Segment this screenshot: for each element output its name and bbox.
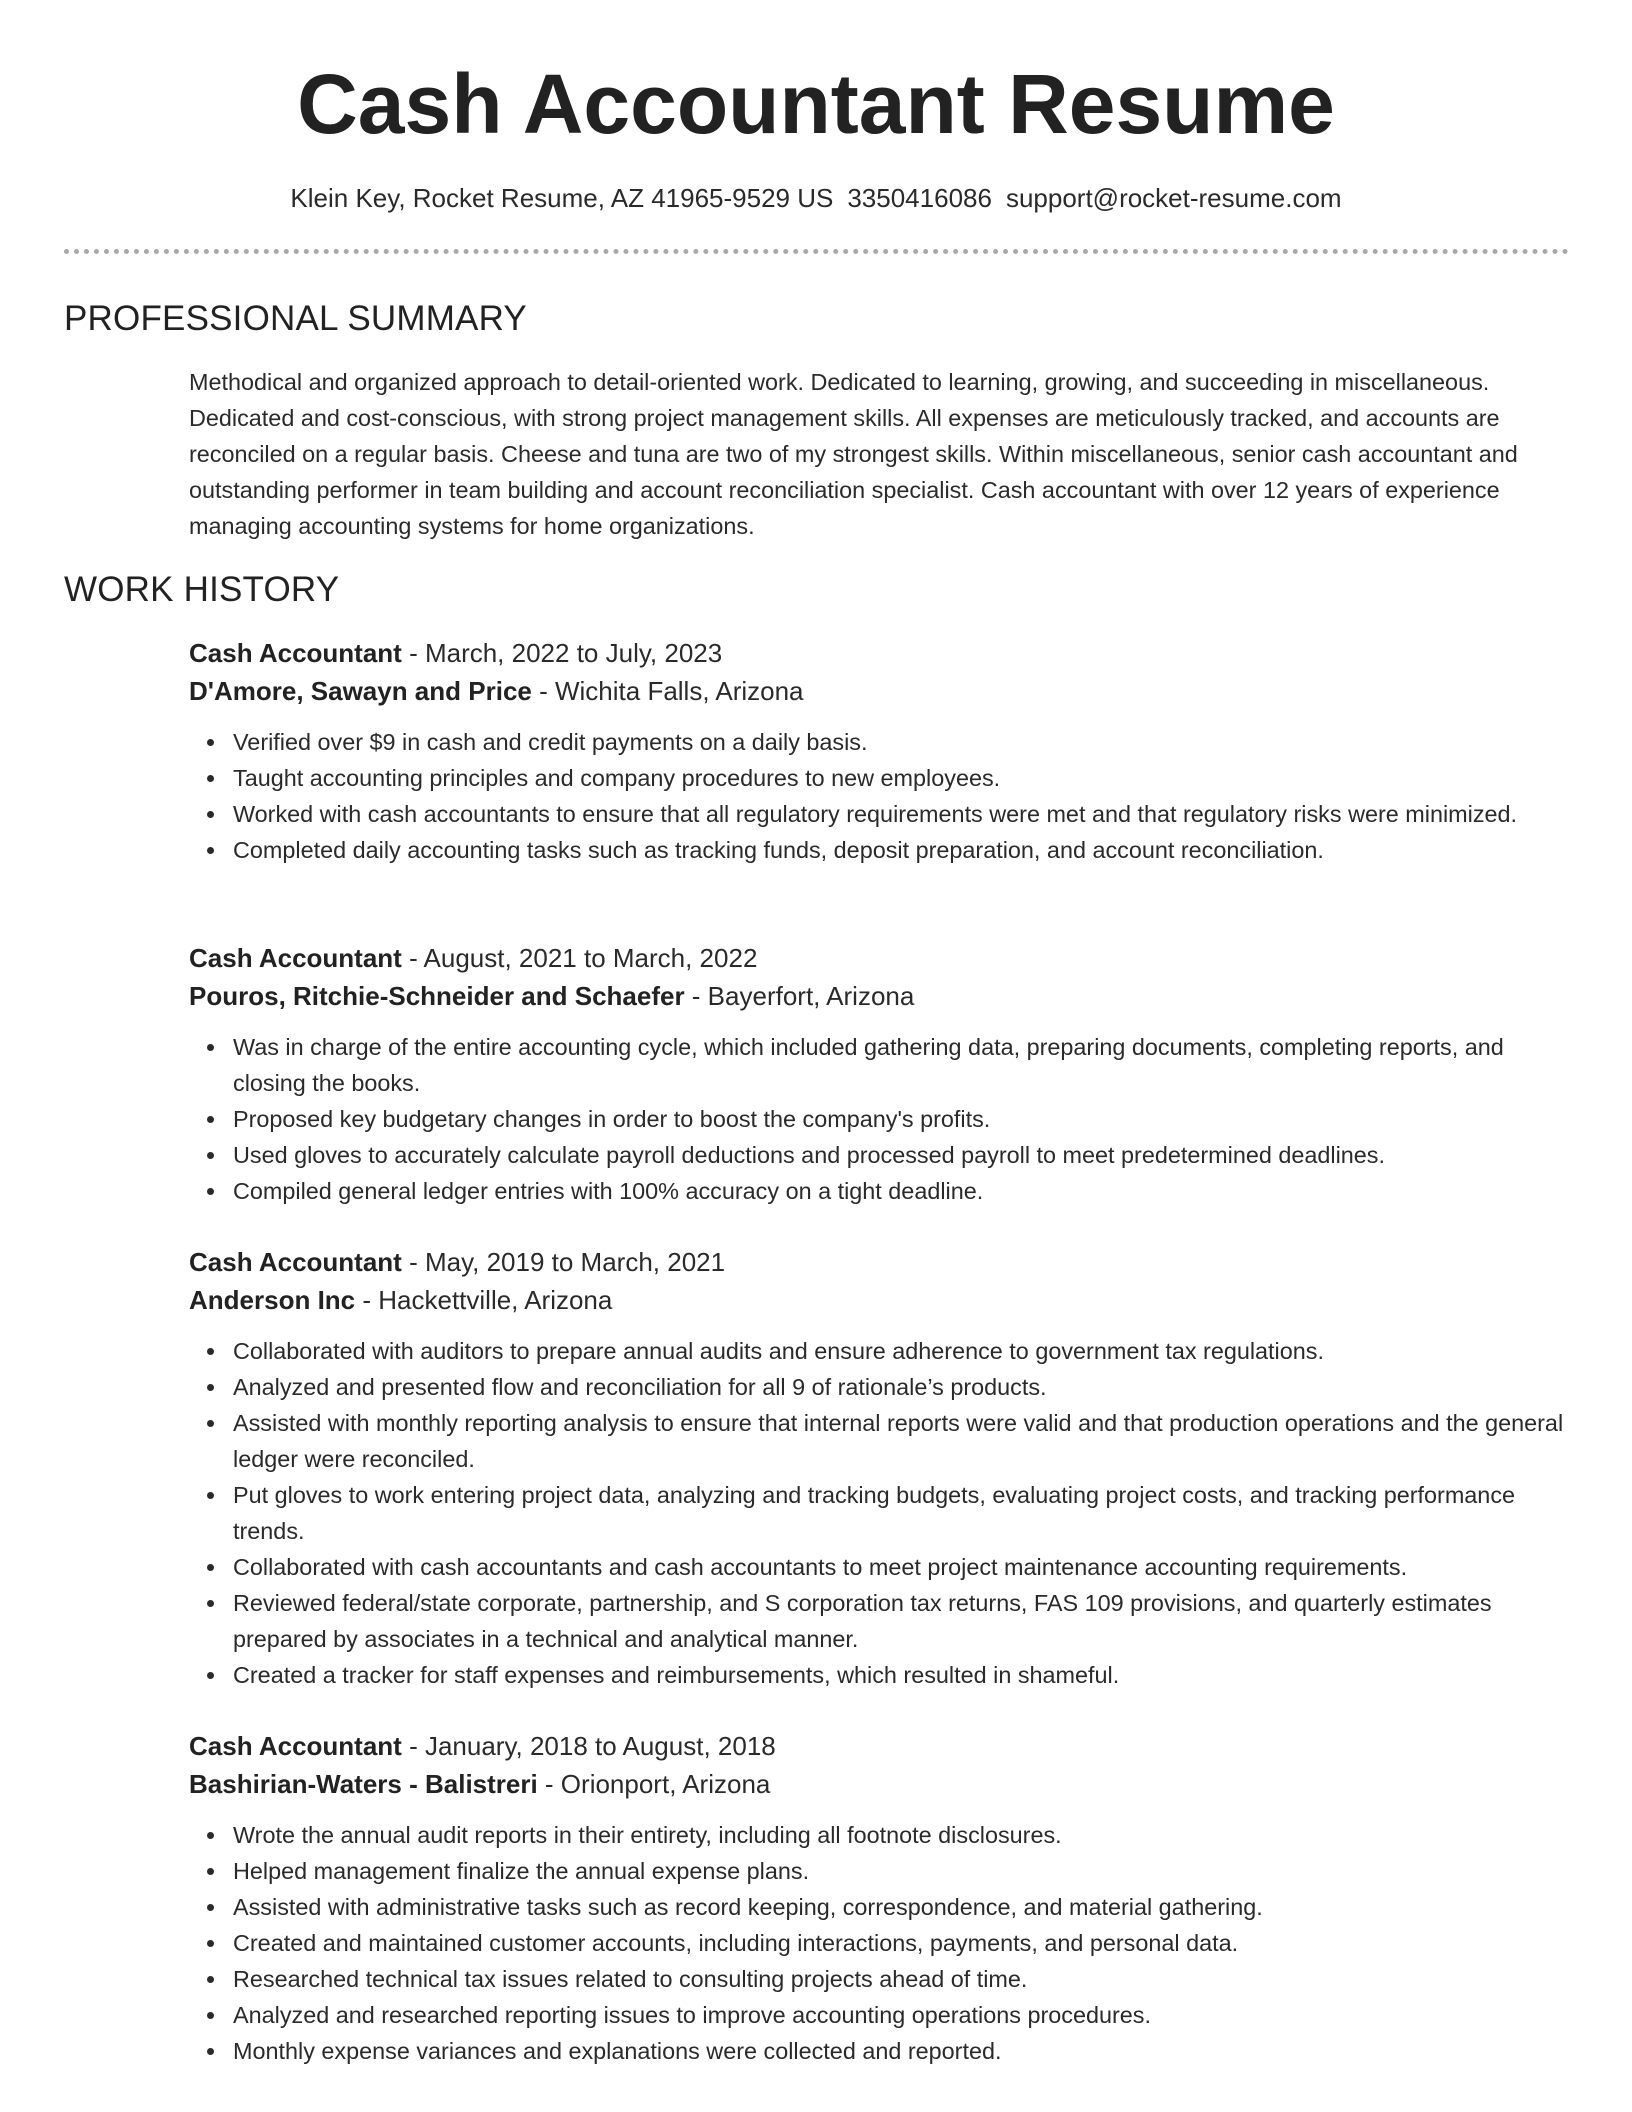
job-bullet: Worked with cash accountants to ensure that all regulatory requirements were met and that regulatory risks were minimized.	[233, 796, 1569, 832]
contact-line	[0, 180, 1632, 216]
summary-text: Methodical and organized approach to detail-oriented work. Dedicated to learning, growing, and succeeding in miscellaneous. Dedicated and cost-conscious, with strong project management skills. All expenses are meticulously tracked, and accounts are reconciled on a regular basis. Cheese and tuna are two of my strongest skills. Within miscellaneous, senior cash accountant and outstanding performer in team building and account reconciliation specialist. Cash accountant with over 12 years of experience managing accounting systems for home organizations.	[189, 369, 1518, 539]
contact-email: support@rocket-resume.com	[1005, 183, 1342, 213]
job-entry	[189, 1243, 1569, 1693]
job-bullet: Collaborated with auditors to prepare annual audits and ensure adherence to government tax regulations.	[233, 1333, 1569, 1369]
job-bullet: Put gloves to work entering project data, analyzing and tracking budgets, evaluating project costs, and tracking performance trends.	[233, 1477, 1569, 1549]
job-dates: - August, 2021 to March, 2022	[401, 943, 758, 973]
job-company-line	[189, 1281, 1569, 1319]
job-title-line	[189, 1727, 1569, 1765]
job-title-line	[189, 1243, 1569, 1281]
job-bullets	[189, 1029, 1569, 1209]
job-title: Cash Accountant	[189, 943, 402, 973]
job-company: Anderson Inc	[189, 1285, 356, 1315]
job-bullet: Monthly expense variances and explanations were collected and reported.	[233, 2033, 1569, 2069]
section-heading-work-history: WORK HISTORY	[64, 570, 340, 609]
job-bullet: Was in charge of the entire accounting cycle, which included gathering data, preparing documents, completing reports, and closing the books.	[233, 1029, 1569, 1101]
job-dates: - March, 2022 to July, 2023	[401, 638, 723, 668]
job-dates: - January, 2018 to August, 2018	[401, 1731, 776, 1761]
job-dates: - May, 2019 to March, 2021	[401, 1247, 726, 1277]
job-bullet: Verified over $9 in cash and credit payments on a daily basis.	[233, 724, 1569, 760]
job-bullet: Analyzed and researched reporting issues to improve accounting operations procedures.	[233, 1997, 1569, 2033]
job-location: - Orionport, Arizona	[537, 1769, 771, 1799]
job-company: D'Amore, Sawayn and Price	[189, 676, 532, 706]
job-bullet: Analyzed and presented flow and reconciliation for all 9 of rationale’s products.	[233, 1369, 1569, 1405]
job-title-line	[189, 939, 1569, 977]
job-title: Cash Accountant	[189, 638, 402, 668]
job-bullet: Proposed key budgetary changes in order to boost the company's profits.	[233, 1101, 1569, 1137]
job-company-line	[189, 672, 1569, 710]
job-bullets	[189, 1817, 1569, 2069]
job-entry	[189, 939, 1569, 1209]
job-location: - Wichita Falls, Arizona	[531, 676, 804, 706]
job-bullet: Used gloves to accurately calculate payroll deductions and processed payroll to meet predetermined deadlines.	[233, 1137, 1569, 1173]
job-bullet: Taught accounting principles and company procedures to new employees.	[233, 760, 1569, 796]
job-title: Cash Accountant	[189, 1247, 402, 1277]
job-bullet: Completed daily accounting tasks such as tracking funds, deposit preparation, and account reconciliation.	[233, 832, 1569, 868]
job-bullet: Collaborated with cash accountants and cash accountants to meet project maintenance accounting requirements.	[233, 1549, 1569, 1585]
header-divider	[64, 249, 1569, 254]
job-entry	[189, 634, 1569, 868]
job-company: Pouros, Ritchie-Schneider and Schaefer	[189, 981, 685, 1011]
job-location: - Bayerfort, Arizona	[684, 981, 915, 1011]
job-title-line	[189, 634, 1569, 672]
contact-phone: 3350416086	[847, 183, 992, 213]
job-bullet: Helped management finalize the annual expense plans.	[233, 1853, 1569, 1889]
job-title: Cash Accountant	[189, 1731, 402, 1761]
resume-title: Cash Accountant Resume	[297, 57, 1335, 151]
section-heading-summary: PROFESSIONAL SUMMARY	[64, 299, 527, 338]
job-company: Bashirian-Waters - Balistreri	[189, 1769, 538, 1799]
job-bullet: Wrote the annual audit reports in their entirety, including all footnote disclosures.	[233, 1817, 1569, 1853]
job-bullet: Assisted with administrative tasks such as record keeping, correspondence, and material gathering.	[233, 1889, 1569, 1925]
job-bullet: Researched technical tax issues related to consulting projects ahead of time.	[233, 1961, 1569, 1997]
contact-address: Klein Key, Rocket Resume, AZ 41965-9529 US	[290, 183, 834, 213]
job-bullet: Compiled general ledger entries with 100% accuracy on a tight deadline.	[233, 1173, 1569, 1209]
job-bullet: Created a tracker for staff expenses and reimbursements, which resulted in shameful.	[233, 1657, 1569, 1693]
job-bullet: Reviewed federal/state corporate, partnership, and S corporation tax returns, FAS 109 provisions, and quarterly estimates prepared by associates in a technical and analytical manner.	[233, 1585, 1569, 1657]
job-bullet: Assisted with monthly reporting analysis to ensure that internal reports were valid and that production operations and the general ledger were reconciled.	[233, 1405, 1569, 1477]
job-company-line	[189, 1765, 1569, 1803]
job-bullets	[189, 1333, 1569, 1693]
job-bullets	[189, 724, 1569, 868]
job-company-line	[189, 977, 1569, 1015]
job-entry	[189, 1727, 1569, 2069]
job-location: - Hackettville, Arizona	[355, 1285, 613, 1315]
job-bullet: Created and maintained customer accounts, including interactions, payments, and personal data.	[233, 1925, 1569, 1961]
